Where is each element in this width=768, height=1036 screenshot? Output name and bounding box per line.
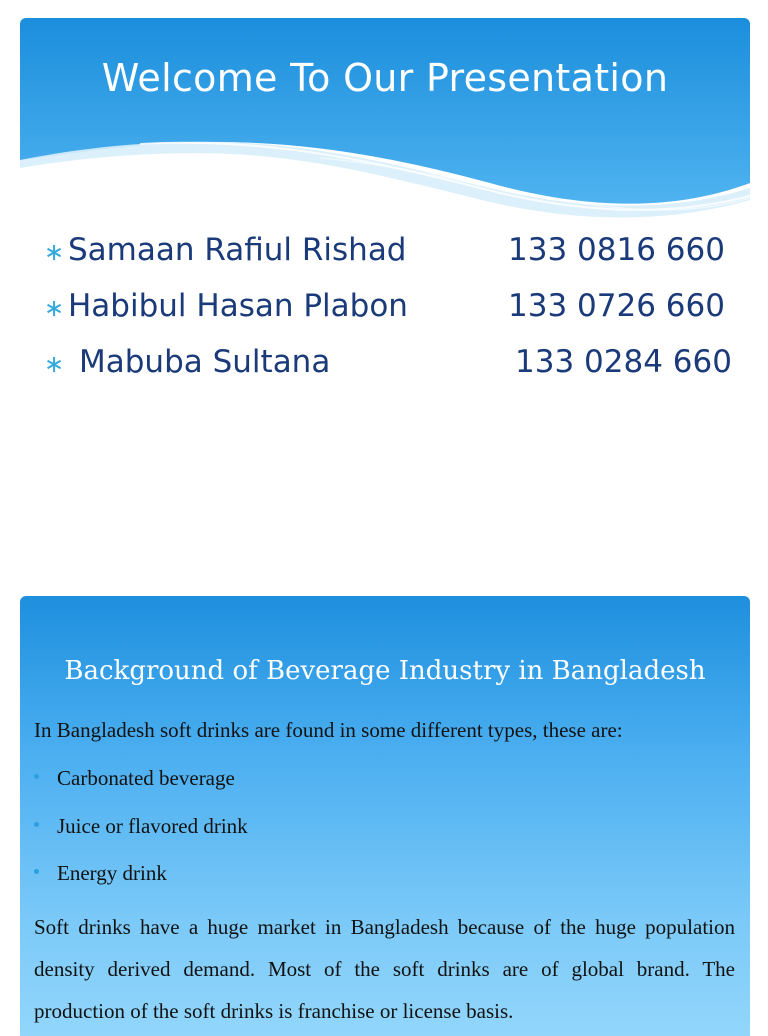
- bullet-dot-icon: [34, 869, 39, 874]
- slide-header-banner: [20, 18, 750, 228]
- member-item: [44, 232, 744, 288]
- asterisk-bullet-icon: ∗: [44, 238, 65, 266]
- bullet-dot-icon: [34, 822, 39, 827]
- intro-text: In Bangladesh soft drinks are found in some different types, these are:: [34, 718, 623, 742]
- member-item: [44, 344, 744, 400]
- member-name: Mabuba Sultana: [79, 344, 331, 380]
- bullet-dot-icon: [34, 774, 39, 779]
- slide-title: Background of Beverage Industry in Bangladesh: [64, 656, 706, 686]
- slide-background: [20, 596, 750, 1036]
- member-id: 133 0284 660: [515, 344, 732, 380]
- presentation-title: Welcome To Our Presentation: [101, 56, 669, 100]
- list-item-text: Energy drink: [57, 861, 167, 885]
- asterisk-bullet-icon: ∗: [44, 294, 65, 322]
- member-name: Habibul Hasan Plabon: [68, 288, 408, 324]
- asterisk-bullet-icon: ∗: [44, 350, 65, 378]
- list-item-text: Carbonated beverage: [57, 766, 235, 790]
- body-paragraph: Soft drinks have a huge market in Bangladesh because of the huge population density derived demand. Most of the soft drinks are of global brand. The production of the soft drinks is franchise or license basis.: [34, 915, 735, 1023]
- member-item: [44, 288, 744, 344]
- wave-banner-graphic: [20, 18, 750, 228]
- slide-welcome: [20, 18, 750, 558]
- member-id: 133 0726 660: [508, 288, 725, 324]
- list-item-text: Juice or flavored drink: [57, 813, 248, 838]
- member-id: 133 0816 660: [508, 232, 725, 268]
- member-name: Samaan Rafiul Rishad: [68, 232, 407, 268]
- member-list: [44, 232, 744, 400]
